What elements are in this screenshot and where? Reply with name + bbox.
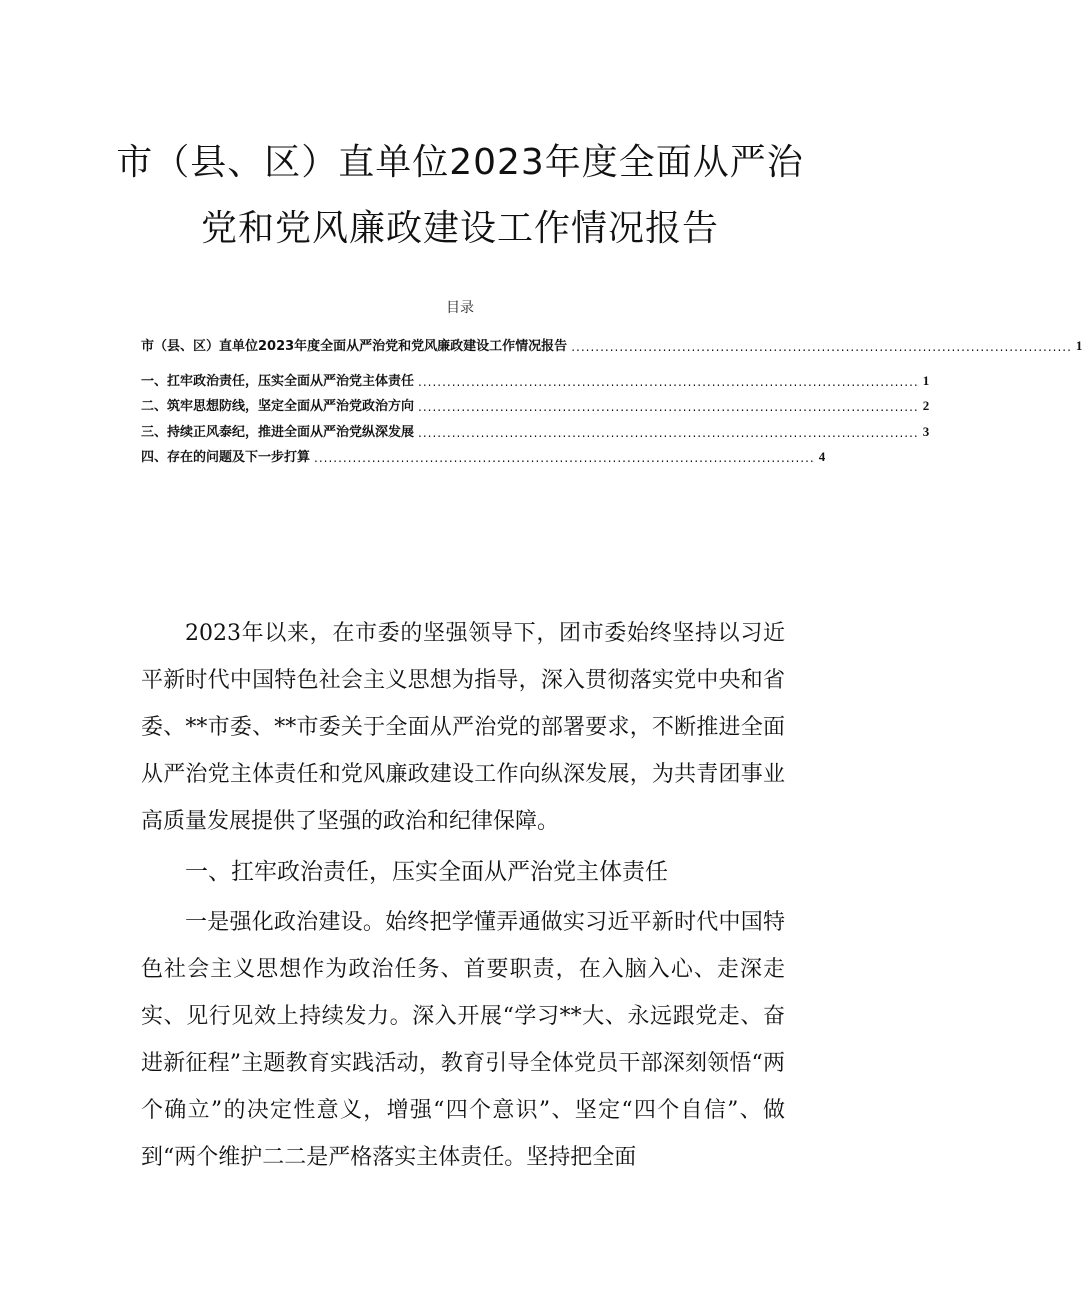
intro-paragraph: 2023年以来，在市委的坚强领导下，团市委始终坚持以习近平新时代中国特色社会主义思想为指导，深入贯彻落实党中央和省委、**市委、**市委关于全面从严治党的部署要求，不断推进全面从严治党主体责任和党风廉政建设工作向纵深发展，为共青团事业高质量发展提供了坚强的政治和纪律保障。 <box>141 621 785 834</box>
toc-leader-dots: ........................................................................................................ <box>418 400 919 414</box>
toc-entry-text: 一、扛牢政治责任，压实全面从严治党主体责任 <box>141 374 415 389</box>
toc-page-number: 2 <box>922 398 930 413</box>
toc-entry-title[interactable] <box>141 334 1082 354</box>
toc-entry-text: 二、筑牢思想防线，坚定全面从严治党政治方向 <box>141 399 415 414</box>
toc-entry-section-1[interactable] <box>141 369 930 389</box>
toc-entry-text: 市（县、区）直单位2023年度全面从严治党和党风廉政建设工作情况报告 <box>141 339 568 354</box>
section-1-paragraph: 一是强化政治建设。始终把学懂弄通做实习近平新时代中国特色社会主义思想作为政治任务、首要职责，在入脑入心、走深走实、见行见效上持续发力。深入开展“学习**大、永远跟党走、奋进新征程”主题教育实践活动，教育引导全体党员干部深刻领悟“两个确立”的决定性意义，增强“四个意识”、坚定“四个自信”、做到“两个维护二二是严格落实主体责任。坚持把全面 <box>141 910 785 1170</box>
document-title-line-1: 市（县、区）直单位2023年度全面从严治 <box>116 142 804 183</box>
toc-leader-dots: ........................................................................................................ <box>418 426 919 440</box>
toc-entry-section-4[interactable] <box>141 445 826 465</box>
toc-page-number: 3 <box>922 424 930 439</box>
toc-entry-section-2[interactable] <box>141 394 930 414</box>
toc-entry-section-3[interactable] <box>141 420 930 440</box>
toc-leader-dots: ........................................................................................................ <box>314 451 815 465</box>
toc-heading: 目录 <box>446 300 474 316</box>
toc-leader-dots: ........................................................................................................ <box>571 340 1072 354</box>
toc-page-number: 1 <box>1075 338 1082 353</box>
toc-page-number: 1 <box>922 373 930 388</box>
toc-entry-text: 四、存在的问题及下一步打算 <box>141 450 311 465</box>
document-title-line-2: 党和党风廉政建设工作情况报告 <box>200 208 719 249</box>
section-1-heading: 一、扛牢政治责任，压实全面从严治党主体责任 <box>185 859 668 885</box>
toc-entry-text: 三、持续正风泰纪，推进全面从严治党纵深发展 <box>141 425 415 440</box>
toc-leader-dots: ........................................................................................................ <box>418 375 919 389</box>
toc-page-number: 4 <box>818 449 826 464</box>
